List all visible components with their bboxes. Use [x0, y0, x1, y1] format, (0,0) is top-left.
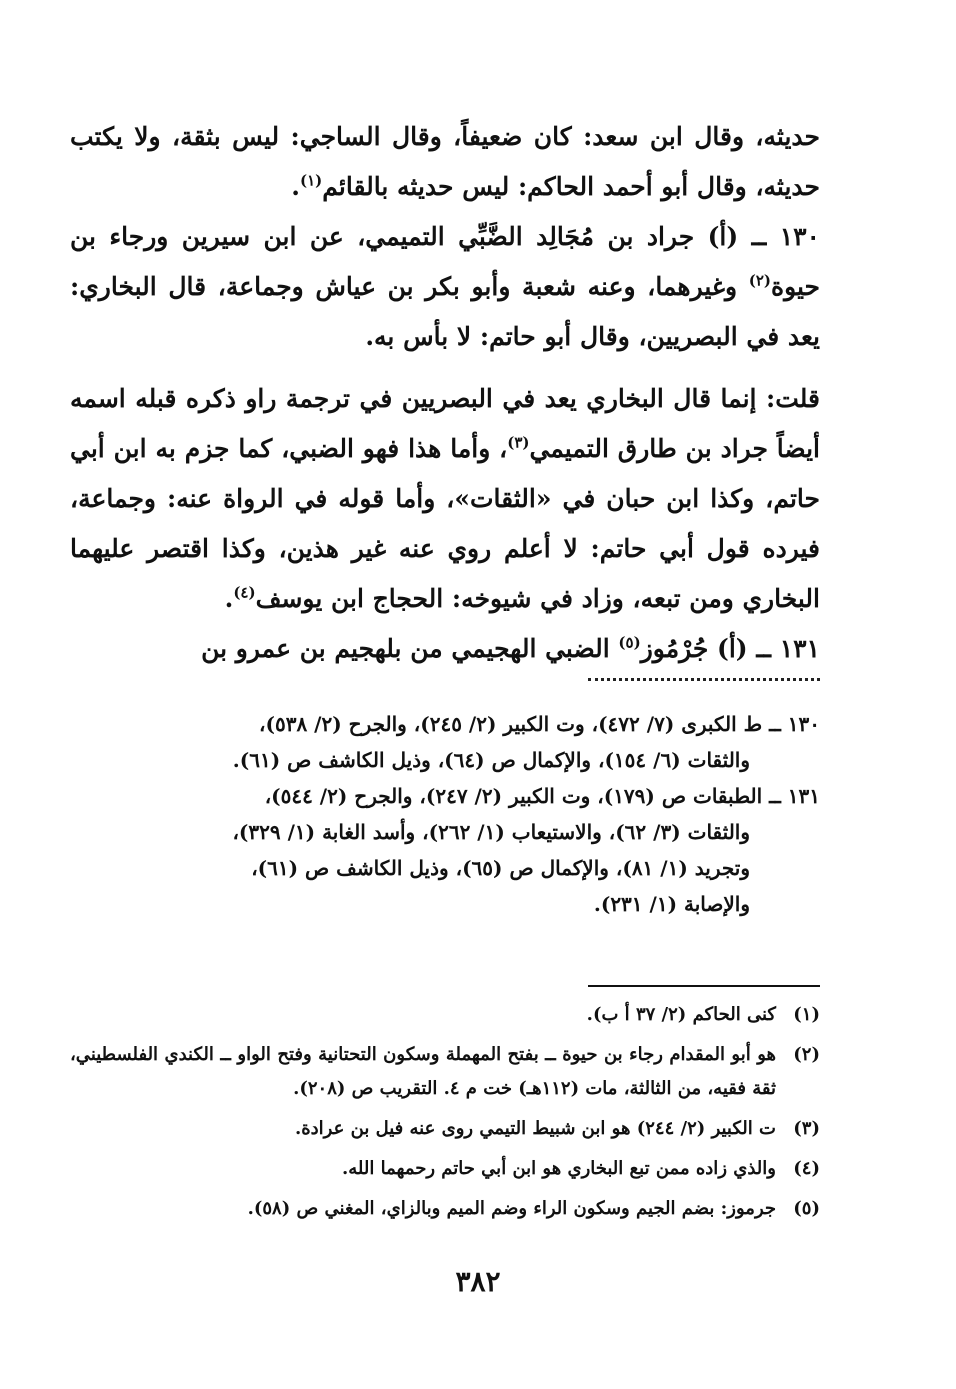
- sources-section: [70, 706, 820, 922]
- footnote-ref-1[interactable]: (١): [299, 171, 323, 190]
- footnote-number: (١): [793, 1004, 820, 1025]
- footnote-number: (٥): [793, 1198, 820, 1219]
- footnote-number: (٣): [793, 1118, 820, 1139]
- footnote-rule: [588, 985, 820, 987]
- main-text: [70, 112, 820, 674]
- commentary-paragraph: قلت: إنما قال البخاري يعد في البصريين في ترجمة راو ذكره قبله اسمه أيضاً جراد بن طارق التميمي$^{(٣)}$، وأما هذا فهو الضبي، كما جزم به ابن أبي حاتم، وكذا ابن حبان في «الثقات»، وأما قوله في الرواة عنه: وجماعة، فيرده قول أبي حاتم: لا أعلم روي عنه غير هذين، وكذا اقتصر عليهما البخاري ومن تبعه، وزاد في شيوخه: الحجاج ابن يوسف$^{(٤)}$.: [70, 384, 820, 613]
- footnote-number: (٢): [793, 1044, 820, 1065]
- paragraph-continuation: حديثه، وقال ابن سعد: كان ضعيفاً، وقال الساجي: ليس بثقة، ولا يكتب حديثه، وقال أبو أحمد الحاكم: ليس حديثه بالقائم$^{(١)}$.: [70, 122, 820, 201]
- entry-130: ١٣٠ ــ (أ) جراد بن مُجَالِد الضَّبِّي التميمي، عن ابن سيرين ورجاء بن حيوة$^{(٢)}$ وغيرهما، وعنه شعبة وأبو بكر بن عياش وجماعة، قال البخاري: يعد في البصريين، وقال أبو حاتم: لا بأس به.: [70, 222, 820, 351]
- source-entry-131-line: وتجريد (١/ ٨١)، والإكمال ص (٦٥)، وذيل الكاشف ص (٦١)،: [251, 856, 750, 880]
- footnote-1: [70, 998, 820, 1032]
- footnote-text: جرموز: بضم الجيم وسكون الراء وضم الميم وبالزاي، المغني ص (٥٨).: [247, 1198, 776, 1219]
- footnote-ref-2[interactable]: (٢): [748, 271, 771, 290]
- footnote-ref-5[interactable]: (٥): [618, 633, 641, 652]
- footnote-ref-3[interactable]: (٣): [507, 433, 530, 452]
- source-entry-131: ١٣١ ــ الطبقات ص (١٧٩)، وت الكبير (٢/ ٢٤٧)، والجرح (٢/ ٥٤٤)،: [264, 784, 820, 808]
- page-number: ٣٨٢: [455, 1265, 501, 1298]
- footnote-text: هو أبو المقدام رجاء بن حيوة ــ بفتح المهملة وسكون التحتانية وفتح الواو ــ الكندي الفلسطيني، ثقة فقيه، من الثالثة، مات (١١٢هـ) خت م ٤. التقريب ص (٢٠٨).: [70, 1044, 776, 1099]
- footnotes-section: [70, 998, 820, 1232]
- source-entry-130: ١٣٠ ــ ط الكبرى (٧/ ٤٧٢)، وت الكبير (٢/ ٢٤٥)، والجرح (٢/ ٥٣٨)،: [259, 712, 820, 736]
- source-entry-131-line: والإصابة (١/ ٢٣١).: [593, 892, 750, 916]
- entry-131: ١٣١ ــ (أ) جُرْمُوز$^{(٥)}$ الضبي الهجيمي من بلهجيم بن عمرو بن: [201, 633, 820, 663]
- footnote-3: [70, 1112, 820, 1146]
- dotted-separator: [588, 678, 820, 681]
- source-entry-131-line: والثقات (٣/ ٦٢)، والاستيعاب (١/ ٢٦٢)، وأسد الغابة (١/ ٣٢٩)،: [232, 820, 750, 844]
- footnote-text: والذي زاده ممن تبع البخاري هو ابن أبي حاتم رحمهما الله.: [342, 1158, 776, 1179]
- source-entry-130-line: والثقات (٦/ ١٥٤)، والإكمال ص (٦٤)، وذيل الكاشف ص (٦١).: [232, 748, 750, 772]
- footnote-2: [70, 1038, 820, 1106]
- footnote-5: [70, 1192, 820, 1226]
- footnote-text: كنى الحاكم (٢/ ٣٧ أ ب).: [586, 1004, 776, 1025]
- footnote-ref-4[interactable]: (٤): [233, 583, 256, 602]
- footnote-4: [70, 1152, 820, 1186]
- footnote-text: ت الكبير (٢/ ٢٤٤) هو ابن شبيط التيمي روى عنه فيل بن عرادة.: [294, 1118, 776, 1139]
- footnote-number: (٤): [793, 1158, 820, 1179]
